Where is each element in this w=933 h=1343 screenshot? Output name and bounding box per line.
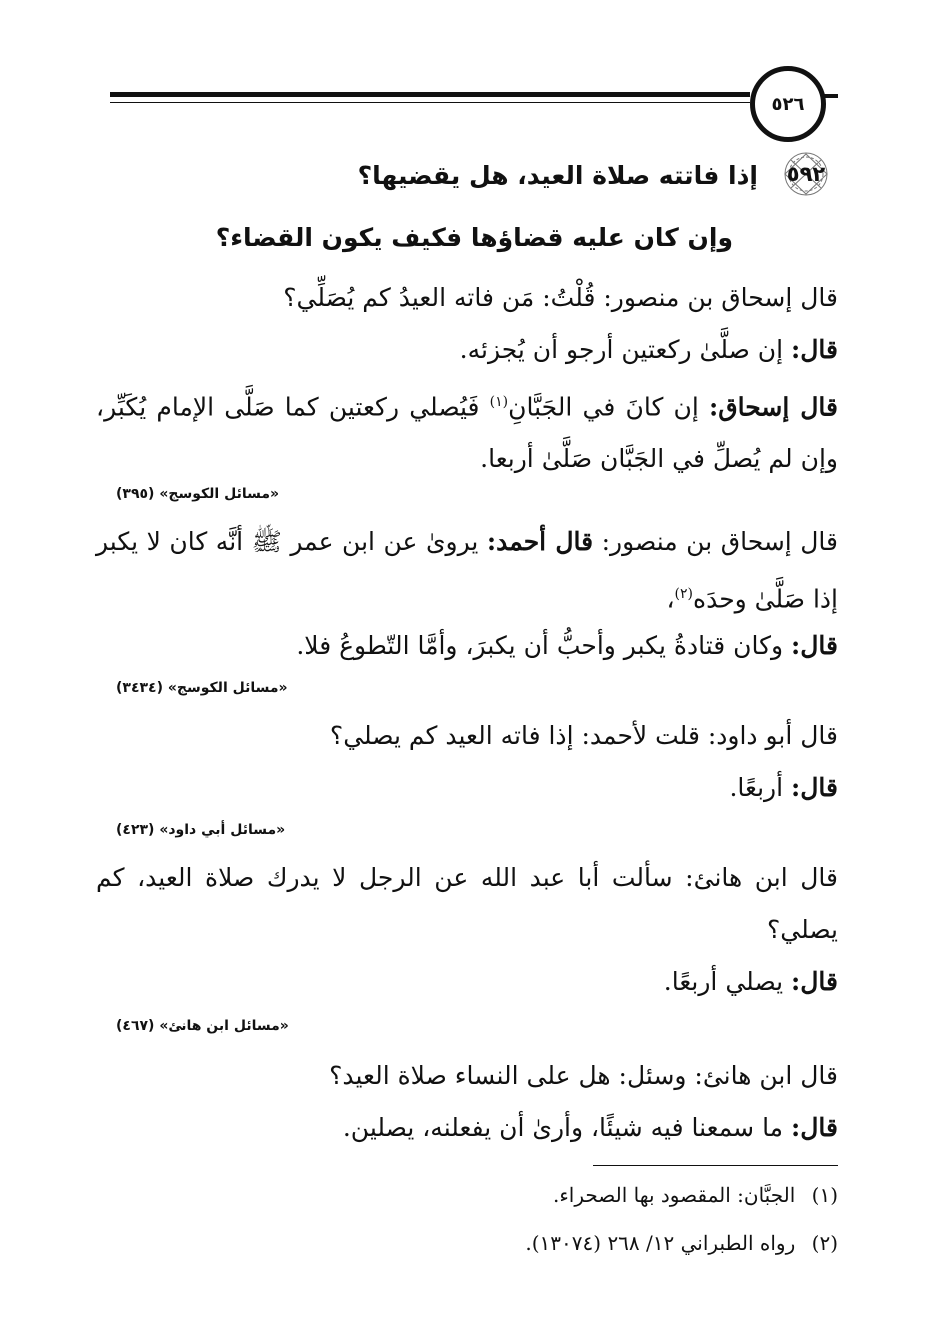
footnote-1	[96, 1178, 838, 1212]
paragraph-4	[96, 516, 838, 625]
footnote-2	[96, 1226, 838, 1260]
paragraph-11	[96, 1102, 838, 1154]
paragraph-7	[96, 762, 838, 814]
footnote-text: الجبَّان: المقصود بها الصحراء.	[553, 1183, 796, 1207]
speaker-label: قال:	[791, 967, 838, 996]
issue-number: ٥٩٢	[786, 162, 826, 186]
paragraph-text: أربعًا.	[729, 773, 792, 802]
paragraph-3	[96, 376, 838, 485]
source-citation-2: «مسائل الكوسج» (٣٤٣٤)	[116, 680, 288, 696]
paragraph-text: قال إسحاق بن منصور:	[593, 527, 838, 556]
page-number: ٥٢٦	[750, 66, 826, 142]
speaker-label: قال:	[791, 773, 838, 802]
page-header	[110, 66, 838, 142]
issue-number-badge	[771, 150, 841, 198]
source-citation-4: «مسائل ابن هانئ» (٤٦٧)	[116, 1018, 289, 1034]
paragraph-text: قال ابن هانئ: وسئل: هل على النساء صلاة العيد؟	[329, 1061, 838, 1090]
footnote-divider	[593, 1165, 838, 1166]
paragraph-10	[96, 1050, 838, 1102]
issue-heading-line2: وإن كان عليه قضاؤها فكيف يكون القضاء؟	[215, 223, 733, 252]
paragraph-text-cont: فَيُصلي ركعتين كما صَلَّى الإمام يُكَبِّر، وإن لم يُصلِّ في الجَبَّان صَلَّىٰ أربعا.	[96, 392, 838, 474]
paragraph-1	[96, 272, 838, 324]
speaker-label: قال:	[791, 631, 838, 660]
paragraph-text-end: ،	[666, 584, 675, 614]
paragraph-9	[96, 956, 838, 1008]
paragraph-text: وكان قتادةُ يكبر وأحبُّ أن يكبرَ، وأمَّا التّطوعُ فلا.	[296, 631, 792, 660]
header-rule-thin	[110, 102, 750, 103]
paragraph-text: إن صلَّىٰ ركعتين أرجو أن يُجزئه.	[459, 335, 792, 364]
speaker-label: قال:	[791, 335, 838, 364]
paragraph-text: يصلي أربعًا.	[663, 967, 792, 996]
paragraph-6	[96, 710, 838, 762]
issue-heading-line1: إذا فاتته صلاة العيد، هل يقضيها؟	[357, 161, 758, 190]
paragraph-text: قال أبو داود: قلت لأحمد: إذا فاته العيد كم يصلي؟	[329, 721, 838, 750]
paragraph-text: إن كانَ في الجَبَّانِ	[508, 392, 710, 422]
paragraph-8	[96, 852, 838, 956]
paragraph-text: قال ابن هانئ: سألت أبا عبد الله عن الرجل لا يدرك صلاة العيد، كم يصلي؟	[96, 863, 838, 944]
footnote-number: (٢)	[811, 1231, 838, 1255]
paragraph-2	[96, 324, 838, 376]
paragraph-5	[96, 620, 838, 672]
speaker-label: قال أحمد:	[486, 527, 594, 556]
header-rule-thick	[110, 92, 750, 97]
footnote-number: (١)	[811, 1183, 838, 1207]
speaker-label: قال:	[791, 1113, 838, 1142]
source-citation-3: «مسائل أبي داود» (٤٢٣)	[116, 822, 286, 838]
paragraph-text: ما سمعنا فيه شيئًا، وأرىٰ أن يفعلنه، يصلين.	[342, 1113, 792, 1142]
footnote-ref-2[interactable]: (٢)	[674, 586, 693, 602]
speaker-label: قال إسحاق:	[709, 392, 838, 422]
paragraph-text-cont: يرویٰ عن ابن عمر ﷺ أنَّه كان لا يكبر إذا صَلَّىٰ وحدَه	[96, 527, 838, 614]
footnote-ref-1[interactable]: (١)	[489, 394, 509, 410]
footnote-text: رواه الطبراني ١٢/ ٢٦٨ (١٣٠٧٤).	[525, 1231, 796, 1255]
paragraph-text: قال إسحاق بن منصور: قُلْتُ: مَن فاته العيدُ كم يُصَلِّي؟	[283, 283, 838, 312]
source-citation-1: «مسائل الكوسج» (٣٩٥)	[116, 486, 280, 502]
